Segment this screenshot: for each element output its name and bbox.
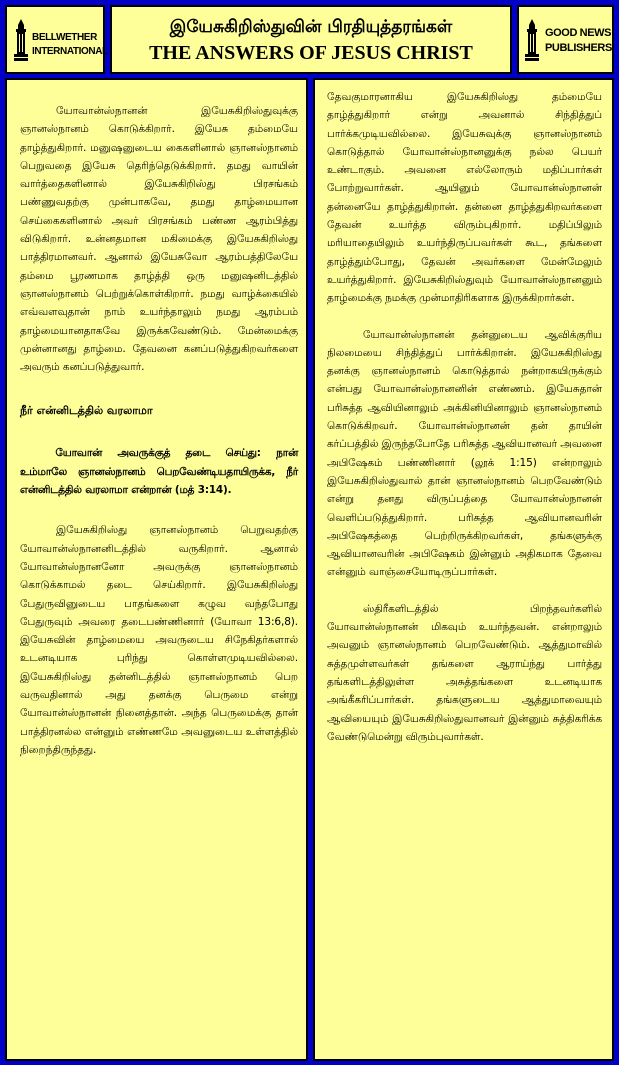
logo-left-line2: INTERNATIONAL xyxy=(32,46,108,57)
good-news-logo-text xyxy=(545,26,612,56)
left-column xyxy=(5,78,308,1061)
logo-left-line1: BELLWETHER xyxy=(32,32,97,43)
title-banner xyxy=(110,5,512,74)
section-heading: நீர் என்னிடத்தில் வரலாமா xyxy=(20,404,153,418)
good-news-logo xyxy=(517,5,614,74)
bellwether-logo xyxy=(5,5,108,74)
logo-right-line2: PUBLISHERS xyxy=(545,42,612,54)
right-paragraph-2: யோவான்ஸ்நானன் தன்னுடைய ஆவிக்குரிய நிலமையை சிந்தித்துப் பார்க்கிறான். இயேசுகிறிஸ்து தனக்கு ஞானஸ்நானம் கொடுத்தால் நன்றாகயிருக்கும் என்பது யோவான்ஸ்நானனின் எண்ணம். இயேசுதான் பரிசுத்த ஆவியினாலும் அக்கினியினாலும் ஞானஸ்நானம் கொடுக்கிறவர். யோவான்ஸ்நானன் தன் தாயின் கர்ப்பத்தில் இருந்தபோதே பரிசுத்த ஆவியானவர் அவனை அபிஷேகம் பண்ணினார் (லூக் 1:15) என்றாலும் இயேசுகிறிஸ்துவால் தான் ஞானஸ்நானம் பெறவேண்டும் என்று தனது விருப்பத்தை யோவான்ஸ்நானன் வெளிப்படுத்துகிறார். பரிசுத்த ஆவியானவரின் அபிஷேகத்தை பெற்றிருக்கிறவர்கள், தங்களுக்கு ஆவியானவரின் அபிஷேகம் இன்னும் அதிகமாக தேவை என்னும் வாஞ்சையோடிருப்பார்கள். xyxy=(327,328,602,579)
good-news-logo-mark xyxy=(523,17,613,67)
pillar-icon xyxy=(14,19,28,61)
right-column-body xyxy=(315,80,612,746)
page-title-english: THE ANSWERS OF JESUS CHRIST xyxy=(149,42,473,64)
left-column-body xyxy=(7,80,306,759)
page-title-tamil: இயேசுகிறிஸ்துவின் பிரதியுத்தரங்கள் xyxy=(169,17,453,37)
right-paragraph-3: ஸ்திரீகளிடத்தில் பிறந்தவர்களில் யோவான்ஸ்நானன் மிகவும் உயர்ந்தவன். என்றாலும் அவனும் ஞானஸ்நானம் பெறவேண்டும். ஆத்துமாவில் சுத்தமுள்ளவர்கள் தங்களை ஆராய்ந்து பார்த்து தங்களிடத்திலுள்ள அசுத்தங்களை உடனடியாக அங்கீகரிப்பார்கள். தங்களுடைய ஆத்துமாவையும் ஆவியையும் இயேசுகிறிஸ்துவானவர் இன்னும் சுத்திகரிக்க வேண்டுமென்று விரும்புவார்கள். xyxy=(327,602,602,743)
scripture-quote: யோவான் அவருக்குத் தடை செய்து: நான் உம்மாலே ஞானஸ்நானம் பெறவேண்டியதாயிருக்க, நீர் என்னிடத்தில் வரலாமா என்றான் (மத் 3:14). xyxy=(20,447,298,497)
bellwether-logo-text xyxy=(32,31,108,59)
logo-right-line1: GOOD NEWS xyxy=(545,27,612,39)
right-column xyxy=(313,78,614,1061)
right-paragraph-1: தேவகுமாரனாகிய இயேசுகிறிஸ்து தம்மையே தாழ்த்துகிறார் என்று அவனால் சிந்தித்துப் பார்க்கமுடியவில்லை. இயேசுவுக்கு ஞானஸ்நானம் கொடுத்தால் யோவான்ஸ்நானனுக்கு நல்ல பெயர் உண்டாகும். அவனை எல்லோரும் மதிப்பார்கள் போற்றுவார்கள். ஆயினும் யோவான்ஸ்நானன் தன்னையே தாழ்த்துகிறான். தன்னை தாழ்த்துகிறவர்களை தேவன் உயர்த்த விரும்புகிறார். மதிப்பிலும் மரியாதையிலும் உயர்ந்திருப்பவர்கள் கூட, தங்களை தாழ்த்தும்போது, தேவன் அவர்களை மேன்மேலும் உயர்த்துகிறார். இயேசுகிறிஸ்துவும் யோவான்ஸ்நானனும் தாழ்மைக்கு நமக்கு முன்மாதிரிகளாக இருக்கிறார்கள். xyxy=(327,91,602,305)
intro-paragraph: யோவான்ஸ்நானன் இயேசுகிறிஸ்துவுக்கு ஞானஸ்நானம் கொடுக்கிறார். இயேசு தம்மையே தாழ்த்துகிறார். மனுஷனுடைய கைகளினால் ஞானஸ்நானம் பெறுவதை இயேசு தெரிந்தெடுக்கிறார். தமது வாயின் வார்த்தைகளினால் இயேசுகிறிஸ்து பிரசங்கம் பண்ணுவதற்கு முன்பாகவே, தமது தாழ்மையான செய்கைகளினால் அவர் பிரசங்கம் பண்ண ஆரம்பித்து விடுகிறார். உன்னதமான மகிமைக்கு இயேசுகிறிஸ்து பாத்திரமானவர். ஆனால் இயேசுவோ ஆரம்பத்திலேயே தம்மை பூரணமாக தாழ்த்தி ஒரு மனுஷனிடத்தில் ஞானஸ்நானம் பெற்றுக்கொள்கிறார். நமது வாழ்க்கையில் எவ்வளவுதான் நாம் உயர்ந்தாலும் நமது ஆரம்பம் தாழ்மையானதாகவே இருக்கவேண்டும். மேன்மைக்கு முன்னானது தாழ்மை. தேவனை கனப்படுத்துகிறவர்களை அவரும் கனப்படுத்துவார். xyxy=(20,105,298,374)
body-paragraph: இயேசுகிறிஸ்து ஞானஸ்நானம் பெறுவதற்கு யோவான்ஸ்நானனிடத்தில் வருகிறார். ஆனால் யோவான்ஸ்நானனோ அவருக்கு ஞானஸ்நானம் கொடுக்காமல் தடை செய்கிறார். இயேசுகிறிஸ்து பேதுருவினுடைய பாதங்களை கழுவ வந்தபோது பேதுருவும் அவரை தடைபண்ணினார் (யோவா 13:6,8). இயேசுவின் தாழ்மையை அவருடைய சிநேகிதர்களால் உடனடியாக புரிந்து கொள்ளமுடியவில்லை. இயேசுகிறிஸ்து தன்னிடத்தில் ஞானஸ்நானம் பெற வருவதினால் அது தனக்கு பெருமை என்று யோவான்ஸ்நானன் நினைத்தான். அந்த பெருமைக்கு தான் பாத்திரனல்ல என்னும் எண்ணமே அவனுடைய உள்ளத்தில் நிறைந்திருந்தது. xyxy=(20,524,298,756)
pillar-icon xyxy=(525,19,539,61)
bellwether-logo-mark xyxy=(12,17,108,67)
